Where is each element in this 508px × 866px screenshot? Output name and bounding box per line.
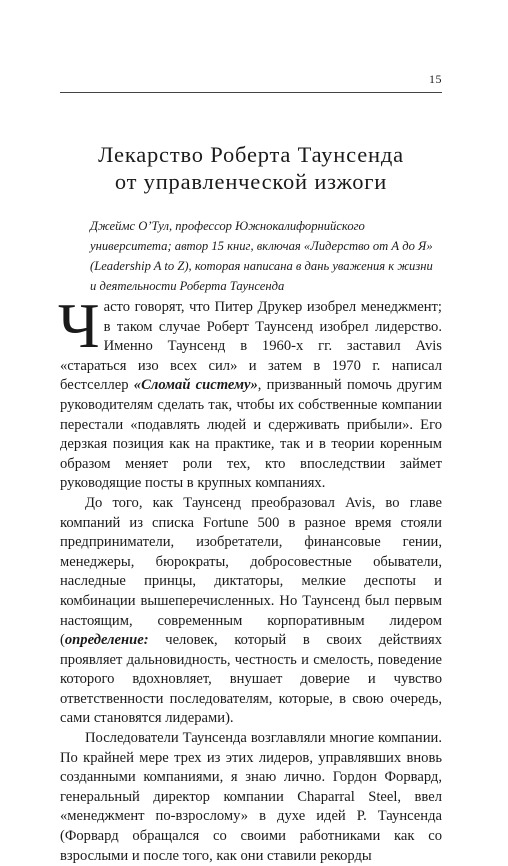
paragraph-text: Последователи Таунсенда возглавляли многие компании. По крайней мере трех из этих лидеров, управлявших вновь созданными компаниями, я знаю лично. Гордон Форвард, генеральный директор компании Chaparral Steel, ввел «менеджмент по-взрослому» в духе идей Р. Таунсенда (Форвард обращался со своими работниками как со взрослыми и после того, как они ставили рекорды — [60, 730, 442, 864]
body-text — [58, 290, 442, 866]
chapter-title — [60, 141, 442, 195]
paragraph-text: асто говорят, что Питер Друкер изобрел менеджмент; в таком случае Роберт Таунсенд изобрел лидерство. Именно Таунсенд в 1960-х гг. заставил Avis «стараться изо всех сил» и затем в 1970 г. написал бестселлер — [60, 299, 442, 394]
drop-cap: Ч — [58, 290, 100, 361]
page-number: 15 — [429, 72, 442, 86]
paragraph — [60, 494, 442, 729]
chapter-title-line-1: Лекарство Роберта Таунсенда — [98, 142, 404, 167]
chapter-title-line-2: от управленческой изжоги — [114, 169, 388, 194]
paragraph — [58, 290, 442, 494]
definition-label: определение: — [64, 632, 149, 649]
paragraph — [60, 729, 442, 866]
paragraph-text: До того, как Таунсенд преобразовал Avis, во главе компаний из списка Fortune 500 в разное время стояли предприниматели, изобретатели, финансовые гении, менеджеры, бюрократы, добросовестные обыватели, наследные принцы, диктаторы, мелкие деспоты и комбинации вышеперечисленных. Но Таунсенд был первым настоящим, современным корпоративным лидером ( — [60, 494, 442, 649]
book-title: «Сломай систему» — [133, 377, 258, 394]
header-rule — [60, 92, 442, 93]
epigraph: Джеймс О’Тул, профессор Южнокалифорнийского университета; автор 15 книг, включая «Лидерство от А до Я» (Leadership A to Z), которая написана в дань уважения к жизни и деятельности Роберта Таунсенда — [90, 219, 433, 293]
paragraph-text: , призванный помочь другим руководителям сделать так, чтобы их собственные компании перестали «подавлять людей и сдерживать прибыли». Его дерзкая позиция как на практике, так и в теории коренным образом меняет роли тех, кто впоследствии займет руководящие посты в крупных компаниях. — [60, 377, 442, 492]
paragraph-text: человек, который в своих действиях проявляет дальновидность, честность и смелость, поведение которого вдохновляет, внушает доверие и чувство ответственности последователям, которые, в свою очередь, сами становятся лидерами). — [60, 632, 442, 727]
